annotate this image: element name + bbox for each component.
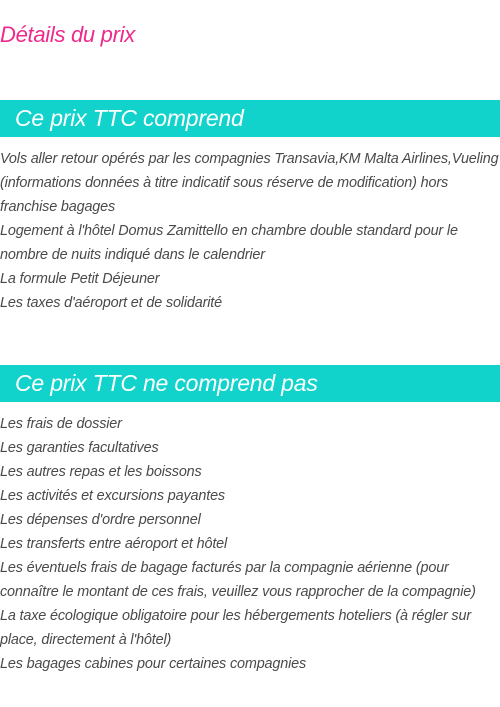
includes-item-lodging: Logement à l'hôtel Domus Zamittello en chambre double standard pour le nombre de nuits indiqué dans le calendrier [0,223,458,263]
excludes-list [0,412,500,676]
includes-item-transport: Vols aller retour opérés par les compagnies Transavia,KM Malta Airlines,Vueling (informations données à titre indicatif sous réserve de modification) hors franchise bagages [0,151,499,215]
includes-item-taxes: Les taxes d'aéroport et de solidarité [0,295,222,311]
excludes-item-personal-expenses: Les dépenses d'ordre personnel [0,512,201,528]
excludes-item-other-meals: Les autres repas et les boissons [0,464,202,480]
excludes-item-file-fees: Les frais de dossier [0,416,122,432]
page-title: Détails du prix [0,22,135,47]
excludes-item-cabin-bags: Les bagages cabines pour certaines compagnies [0,656,307,672]
includes-item-meal-plan: La formule Petit Déjeuner [0,271,160,287]
excludes-section-heading: Ce prix TTC ne comprend pas [0,365,500,402]
excludes-item-baggage-fees: Les éventuels frais de bagage facturés par la compagnie aérienne (pour connaître le montant de ces frais, veuillez vous rapprocher de la compagnie) [0,560,476,600]
excludes-item-paid-activities: Les activités et excursions payantes [0,488,225,504]
excludes-item-optional-insurance: Les garanties facultatives [0,440,159,456]
excludes-item-eco-tax: La taxe écologique obligatoire pour les hébergements hoteliers (à régler sur place, directement à l'hôtel) [0,608,471,648]
includes-section-heading: Ce prix TTC comprend [0,100,500,137]
includes-list [0,147,500,315]
excludes-item-transfers: Les transferts entre aéroport et hôtel [0,536,228,552]
